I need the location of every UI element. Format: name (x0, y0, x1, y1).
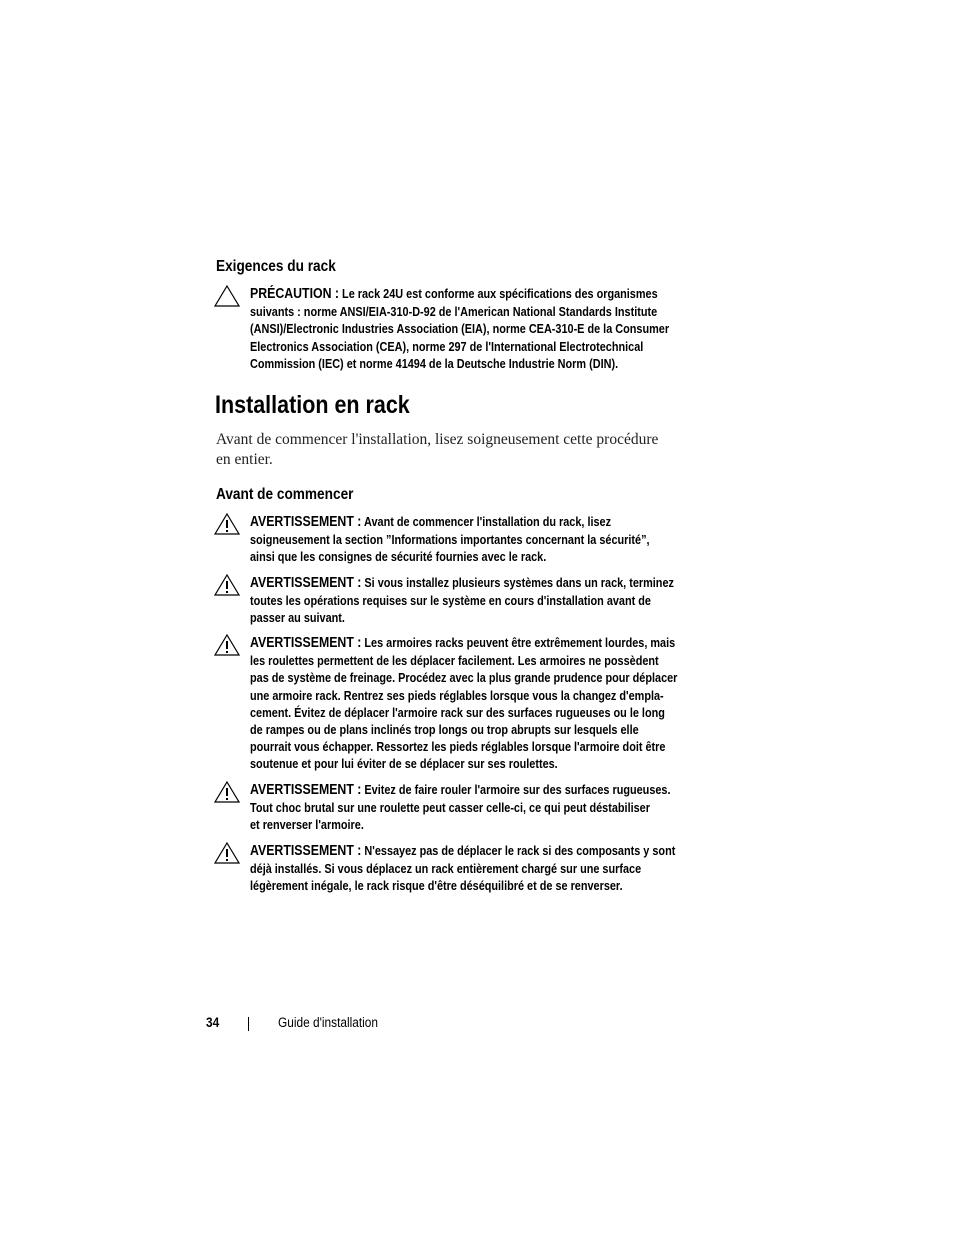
caution-line: suivants : norme ANSI/EIA-310-D-92 de l'American National Standards Institute (250, 304, 658, 320)
footer-doc-title: Guide d'installation (278, 1015, 379, 1030)
caution-line: Commission (IEC) et norme 41494 de la Deutsche Industrie Norm (DIN). (250, 355, 619, 371)
section-heading-before-begin: Avant de commencer (216, 486, 354, 503)
warning-line: de rampes ou de plans inclinés trop longs ou trop abrupts sur lesquels elle (250, 722, 639, 738)
warning-line: pourrait vous échapper. Ressortez les pieds réglables lorsque l'armoire doit être (250, 739, 666, 755)
warning-triangle-icon (214, 634, 240, 656)
caution-line: Le rack 24U est conforme aux spécifications des organismes (342, 286, 658, 301)
warning-text (250, 574, 709, 627)
warning-line: et renverser l'armoire. (250, 817, 364, 833)
warning-triangle-icon (214, 574, 240, 596)
page-number: 34 (206, 1015, 220, 1030)
warning-line: soigneusement la section ”Informations importantes concernant la sécurité”, (250, 532, 650, 548)
warning-line: Si vous installez plusieurs systèmes dans un rack, terminez (364, 575, 674, 590)
warning-line: cement. Évitez de déplacer l'armoire rack sur des surfaces rugueuses ou le long (250, 704, 665, 720)
warning-line: Les armoires racks peuvent être extrêmement lourdes, mais (364, 635, 676, 650)
intro-paragraph (216, 430, 686, 470)
warning-text (250, 634, 709, 773)
warning-line: déjà installés. Si vous déplacez un rack entièrement chargé sur une surface (250, 861, 642, 877)
warning-label: AVERTISSEMENT : (250, 635, 362, 651)
warning-label: AVERTISSEMENT : (250, 782, 362, 798)
warning-line: Evitez de faire rouler l'armoire sur des surfaces rugueuses. (364, 782, 671, 797)
warning-line: les roulettes permettent de les déplacer facilement. Les armoires ne possèdent (250, 653, 659, 669)
warning-triangle-icon (214, 513, 240, 535)
footer-divider (248, 1017, 249, 1031)
caution-text (250, 285, 709, 372)
warning-line: toutes les opérations requises sur le système en cours d'installation avant de (250, 593, 651, 609)
caution-line: (ANSI)/Electronic Industries Association (EIA), norme CEA-310-E de la Consumer (250, 321, 670, 337)
warning-label: AVERTISSEMENT : (250, 843, 362, 859)
intro-line: Avant de commencer l'installation, lisez soigneusement cette procédure (216, 431, 659, 448)
warning-line: soutenue et pour lui éviter de se déplacer sur ses roulettes. (250, 756, 558, 772)
chapter-title: Installation en rack (215, 391, 410, 419)
caution-label: PRÉCAUTION : (250, 286, 340, 302)
warning-line: Avant de commencer l'installation du rack, lisez (364, 514, 612, 529)
warning-line: Tout choc brutal sur une roulette peut casser celle-ci, ce qui peut déstabiliser (250, 800, 650, 816)
caution-line: Electronics Association (CEA), norme 297 de l'International Electrotechnical (250, 338, 644, 354)
warning-text (250, 513, 709, 566)
warning-text (250, 781, 709, 834)
caution-triangle-icon (214, 285, 240, 307)
warning-text (250, 842, 709, 895)
warning-line: passer au suivant. (250, 610, 345, 626)
warning-line: N'essayez pas de déplacer le rack si des composants y sont (364, 843, 676, 858)
intro-line: en entier. (216, 451, 273, 468)
warning-triangle-icon (214, 781, 240, 803)
warning-label: AVERTISSEMENT : (250, 514, 362, 530)
warning-line: une armoire rack. Rentrez ses pieds réglables lorsque vous la changez d'empla- (250, 687, 664, 703)
warning-line: légèrement inégale, le rack risque d'être déséquilibré et de se renverser. (250, 878, 623, 894)
warning-triangle-icon (214, 842, 240, 864)
warning-line: ainsi que les consignes de sécurité fournies avec le rack. (250, 549, 547, 565)
warning-label: AVERTISSEMENT : (250, 575, 362, 591)
section-heading-rack-requirements: Exigences du rack (216, 258, 336, 275)
warning-line: pas de système de freinage. Procédez avec la plus grande prudence pour déplacer (250, 670, 678, 686)
